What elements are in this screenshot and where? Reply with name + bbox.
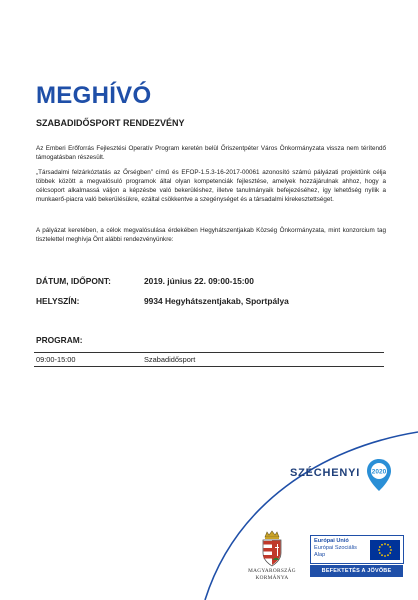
place-value: 9934 Hegyhátszentjakab, Sportpálya [144, 296, 289, 306]
kormany-line-1: MAGYARORSZÁG [248, 568, 296, 574]
program-label: PROGRAM: [36, 335, 83, 345]
eu-line-3: Alap [314, 552, 326, 558]
eu-logo-text [314, 538, 357, 559]
hungarian-coat-of-arms-icon [256, 530, 288, 568]
eu-line-1: Európai Unió [314, 538, 349, 544]
date-label: DÁTUM, IDŐPONT: [36, 276, 111, 286]
event-subtitle: SZABADIDŐSPORT RENDEZVÉNY [36, 118, 185, 128]
invitation-paragraph: A pályázat keretében, a célok megvalósulása érdekében Hegyhátszentjakab Község Önkormányzata, mint konzorcium tag tisztelettel meghívja Önt alábbi rendezvényünkre: [36, 227, 386, 243]
szechenyi-2020-pin-icon [366, 458, 392, 492]
eu-flag-icon [370, 540, 400, 560]
program-row-time: 09:00-15:00 [36, 355, 76, 364]
program-row-name: Szabadidősport [144, 355, 196, 364]
intro-paragraph: Az Emberi Erőforrás Fejlesztési Operatív Program keretén belül Őriszentpéter Város Önkormányzata vissza nem térítendő támogatásban részesült. [36, 145, 386, 161]
government-logo-text [244, 568, 300, 581]
invest-in-future-banner: BEFEKTETÉS A JÖVŐBE [310, 565, 403, 577]
page-title: MEGHÍVÓ [36, 82, 152, 109]
eu-line-2: Európai Szociális [314, 545, 357, 551]
date-value: 2019. június 22. 09:00-15:00 [144, 276, 254, 286]
szechenyi-year: 2020 [371, 468, 387, 476]
kormany-line-2: KORMÁNYA [255, 574, 289, 581]
eu-logo-box [310, 535, 404, 564]
place-label: HELYSZÍN: [36, 296, 80, 306]
szechenyi-logo-text: SZÉCHENYI [290, 467, 361, 479]
project-paragraph: „Társadalmi felzárkóztatás az Őrségben” című és EFOP-1.5.3-16-2017-00061 azonosító számú pályázati projektünk célja többek között a megvalósuló programok által olyan kompetenciák fejlesztése, amelyek hozzájárulnak ahhoz, hogy a célcsoport alkalmassá váljon a képzésbe való bekerüléshez, illetve tanulmányaik befejezéséhez, így lehetőség nyílik a munkaerő-piacra való bekerülésükre, ezáltal csökkentve a szegénységet és a társadalmi kirekesztettséget. [36, 169, 386, 203]
